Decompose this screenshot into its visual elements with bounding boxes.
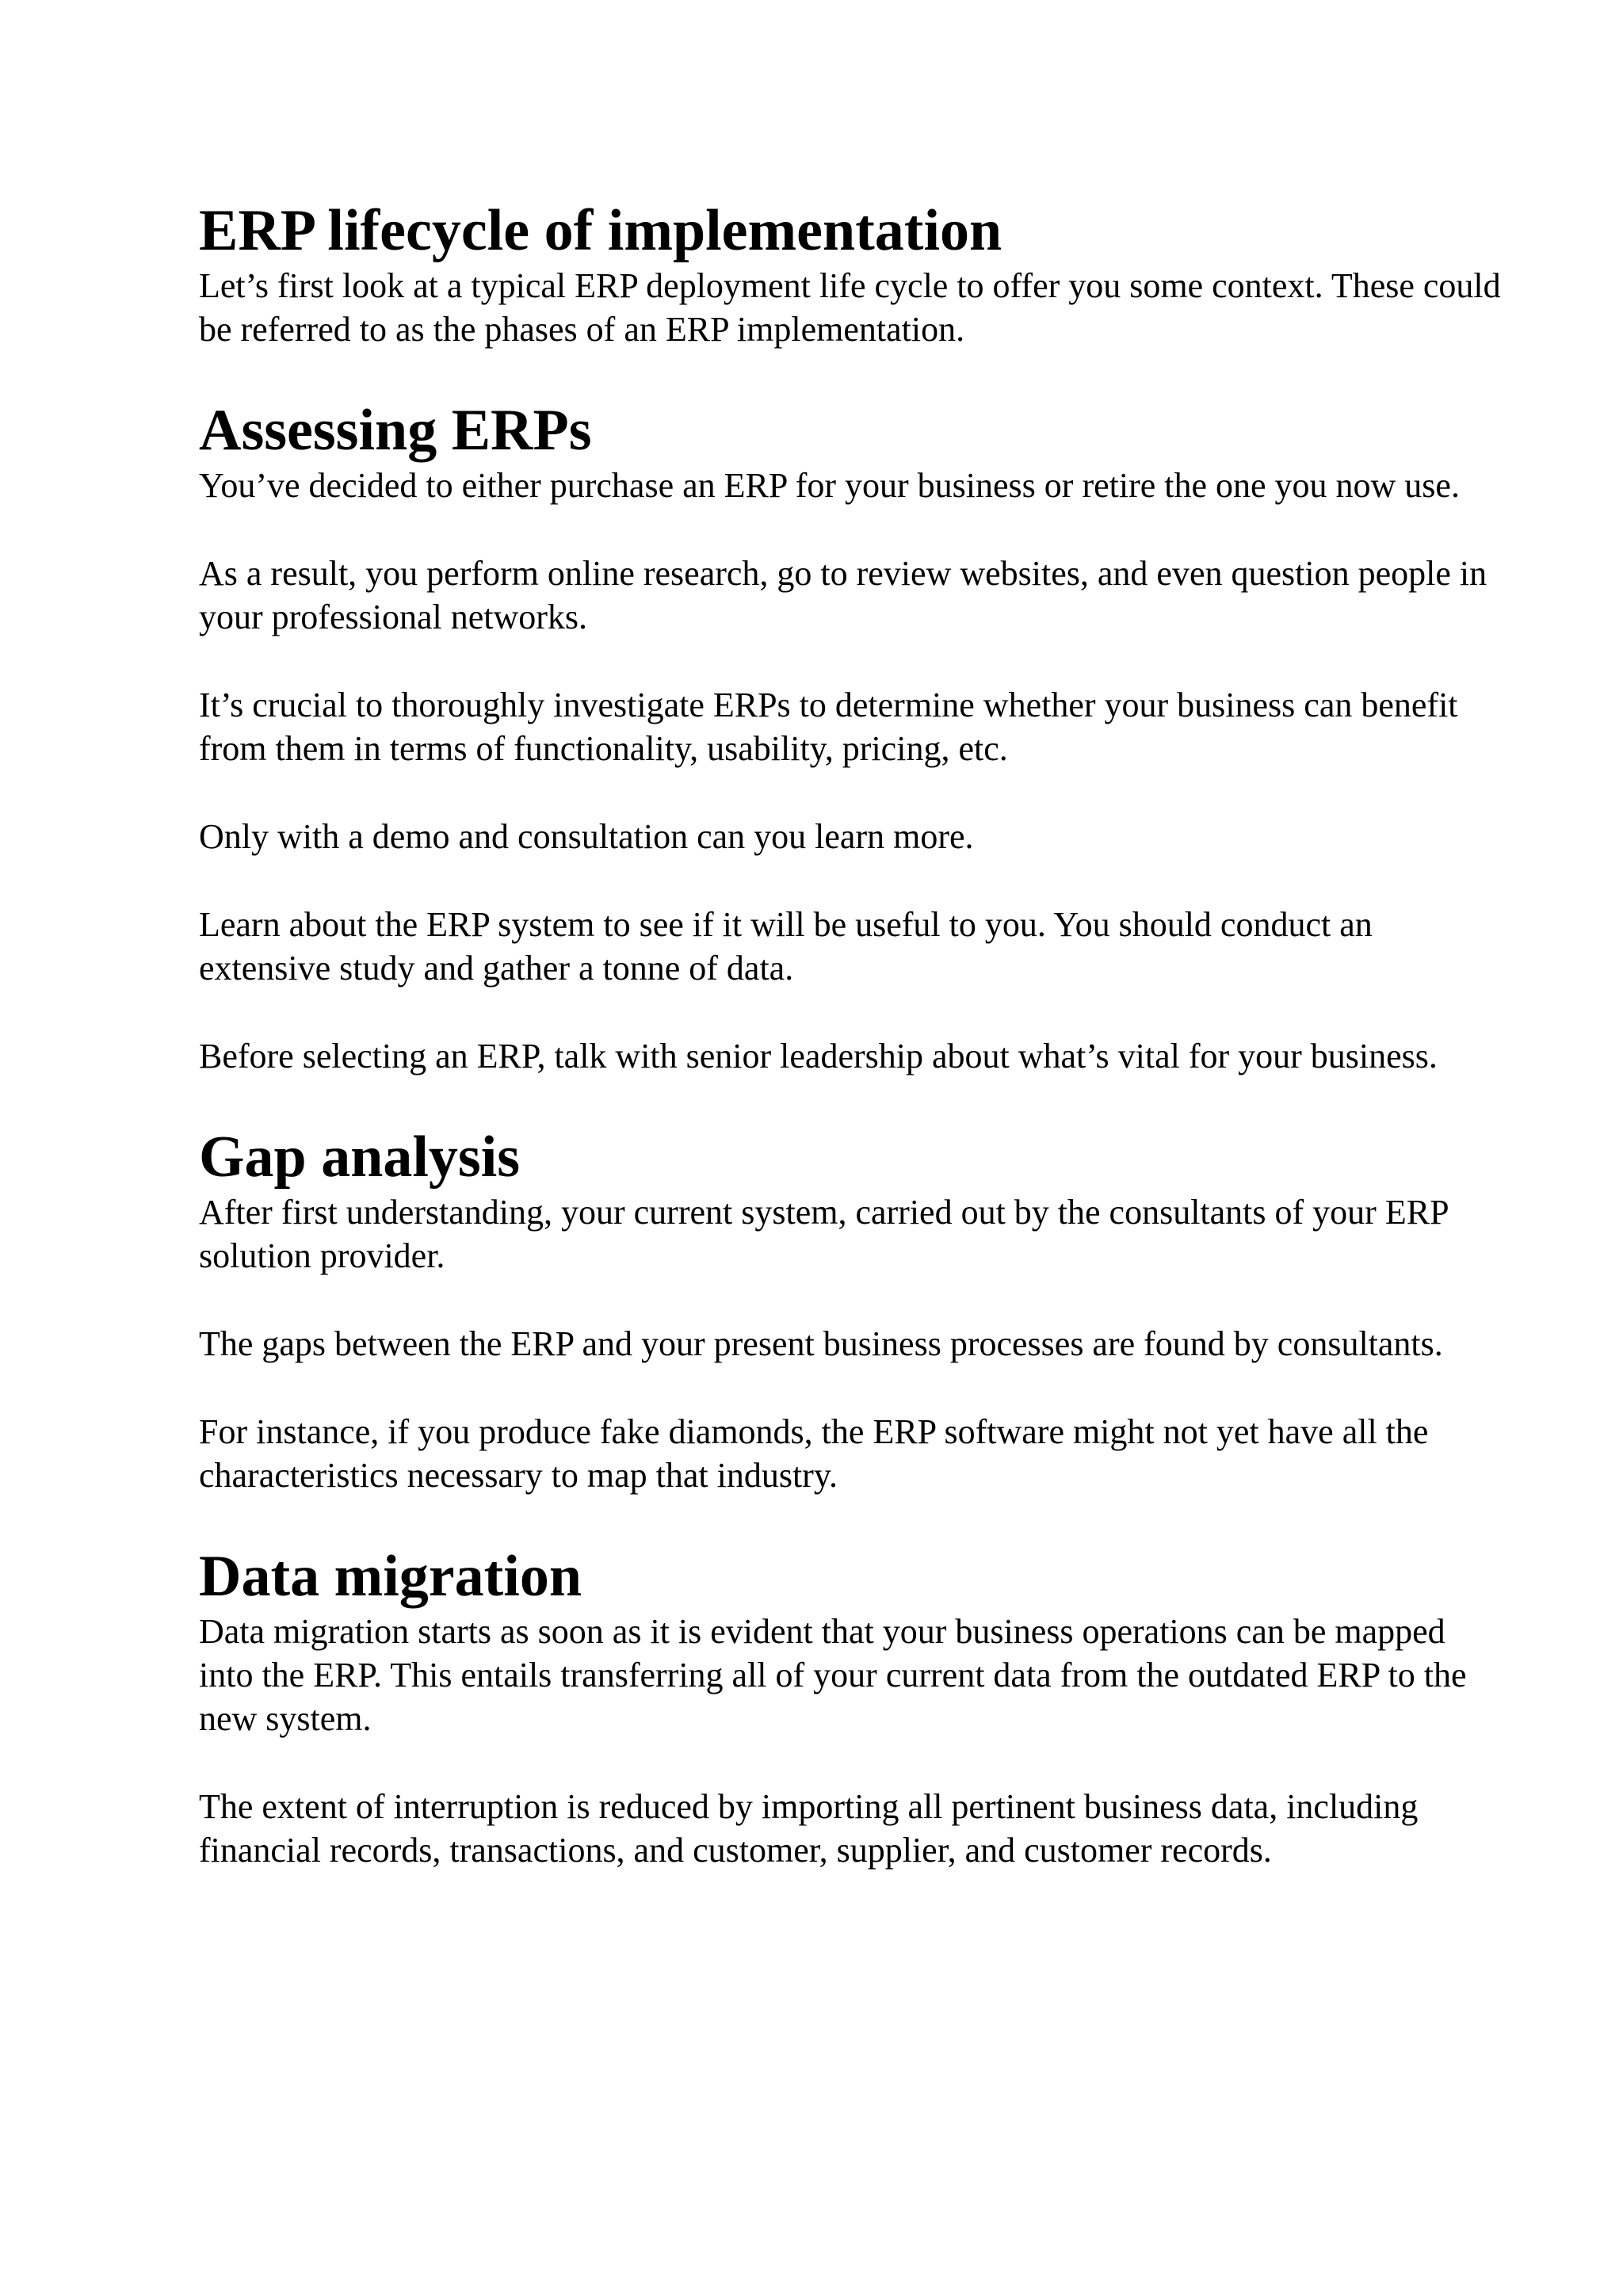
section-data-migration [199,1544,1504,1872]
section-erp-lifecycle [199,198,1504,351]
section-gap-analysis [199,1125,1504,1497]
paragraph: Let’s first look at a typical ERP deployment life cycle to offer you some context. These could be referred to as the phases of an ERP implementation. [199,266,1501,349]
paragraph: After first understanding, your current system, carried out by the consultants of your ERP solution provider. [199,1193,1448,1275]
paragraph: Learn about the ERP system to see if it will be useful to you. You should conduct an extensive study and gather a tonne of data. [199,905,1373,988]
paragraph: The gaps between the ERP and your present business processes are found by consultants. [199,1324,1443,1363]
paragraph: The extent of interruption is reduced by importing all pertinent business data, including financial records, transactions, and customer, supplier, and customer records. [199,1787,1419,1870]
section-heading: Gap analysis [199,1125,521,1190]
section-heading: Assessing ERPs [199,398,592,463]
paragraph: For instance, if you produce fake diamonds, the ERP software might not yet have all the characteristics necessary to map that industry. [199,1412,1429,1495]
paragraph: Before selecting an ERP, talk with senior leadership about what’s vital for your business. [199,1037,1438,1075]
paragraph: As a result, you perform online research, go to review websites, and even question people in your professional networks. [199,554,1487,636]
paragraph: Data migration starts as soon as it is evident that your business operations can be mapped into the ERP. This entails transferring all of your current data from the outdated ERP to the new system. [199,1612,1467,1738]
paragraph: Only with a demo and consultation can you learn more. [199,817,974,856]
paragraph: You’ve decided to either purchase an ERP for your business or retire the one you now use. [199,466,1460,505]
section-heading: Data migration [199,1544,582,1609]
section-heading: ERP lifecycle of implementation [199,198,1002,263]
section-assessing-erps [199,398,1504,1078]
paragraph: It’s crucial to thoroughly investigate ERPs to determine whether your business can benefit from them in terms of functionality, usability, pricing, etc. [199,686,1458,768]
